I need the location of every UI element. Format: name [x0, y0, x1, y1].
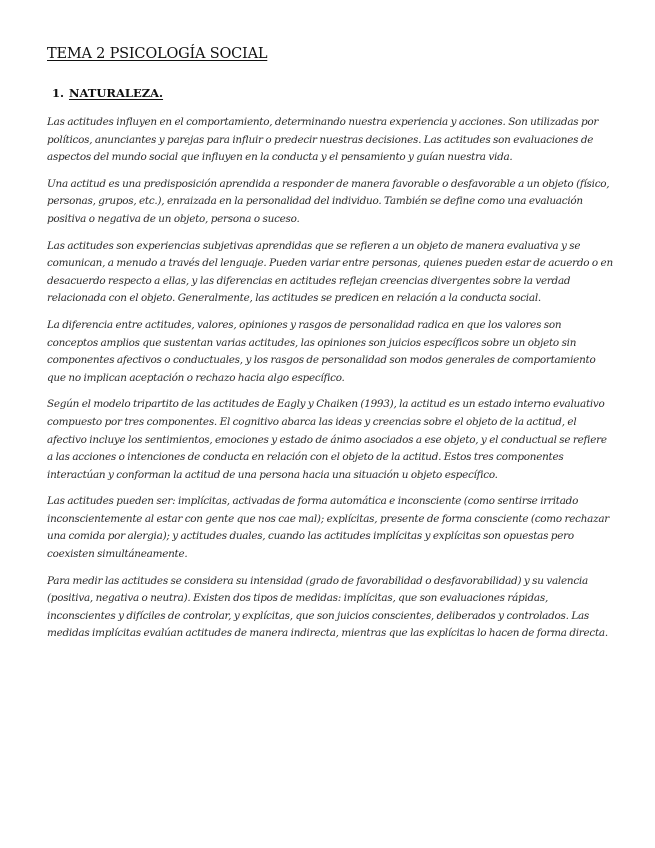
paragraph-3: Las actitudes son experiencias subjetivas aprendidas que se refieren a un objeto de manera evaluativa y se comunican, a menudo a través del lenguaje. Pueden variar entre personas, quienes pueden estar de acuerdo o en desacuerdo respecto a ellas, y las diferencias en actitudes reflejan creencias divergentes sobre la verdad relacionada con el objeto. Generalmente, las actitudes se predicen en relación a la conducta social.: [47, 239, 613, 305]
page-title: TEMA 2 PSICOLOGÍA SOCIAL: [47, 46, 268, 62]
section-number: 1.: [52, 86, 65, 100]
section-title: NATURALEZA.: [69, 86, 164, 100]
section-heading: [52, 86, 163, 100]
body-text: [47, 114, 613, 652]
paragraph-7: Para medir las actitudes se considera su intensidad (grado de favorabilidad o desfavorabilidad) y su valencia (positiva, negativa o neutra). Existen dos tipos de medidas: implícitas, que son evaluaciones rápidas, inconscientes y difíciles de controlar, y explícitas, que son juicios conscientes, deliberados y controlados. Las medidas implícitas evalúan actitudes de manera indirecta, mientras que las explícitas lo hacen de forma directa.: [47, 574, 608, 640]
paragraph-2: Una actitud es una predisposición aprendida a responder de manera favorable o desfavorable a un objeto (físico, personas, grupos, etc.), enraizada en la personalidad del individuo. También se define como una evaluación positiva o negativa de un objeto, persona o suceso.: [47, 177, 610, 225]
paragraph-6: Las actitudes pueden ser: implícitas, activadas de forma automática e inconsciente (como sentirse irritado inconscientemente al estar con gente que nos cae mal); explícitas, presente de forma consciente (como rechazar una comida por alergia); y actitudes duales, cuando las actitudes implícitas y explícitas son opuestas pero coexisten simultáneamente.: [47, 495, 610, 561]
paragraph-4: La diferencia entre actitudes, valores, opiniones y rasgos de personalidad radica en que los valores son conceptos amplios que sustentan varias actitudes, las opiniones son juicios específicos sobre un objeto sin componentes afectivos o conductuales, y los rasgos de personalidad son modos generales de comportamiento que no implican aceptación o rechazo hacia algo específico.: [47, 318, 596, 384]
paragraph-5: Según el modelo tripartito de las actitudes de Eagly y Chaiken (1993), la actitud es un estado interno evaluativo compuesto por tres componentes. El cognitivo abarca las ideas y creencias sobre el objeto de la actitud, el afectivo incluye los sentimientos, emociones y estado de ánimo asociados a ese objeto, y el conductual se refiere a las acciones o intenciones de conducta en relación con el objeto de la actitud. Estos tres componentes interactúan y conforman la actitud de una persona hacia una situación u objeto específico.: [47, 398, 607, 481]
paragraph-1: Las actitudes influyen en el comportamiento, determinando nuestra experiencia y acciones. Son utilizadas por políticos, anunciantes y parejas para influir o predecir nuestras decisiones. Las actitudes son evaluaciones de aspectos del mundo social que influyen en la conducta y el pensamiento y guían nuestra vida.: [47, 116, 599, 164]
